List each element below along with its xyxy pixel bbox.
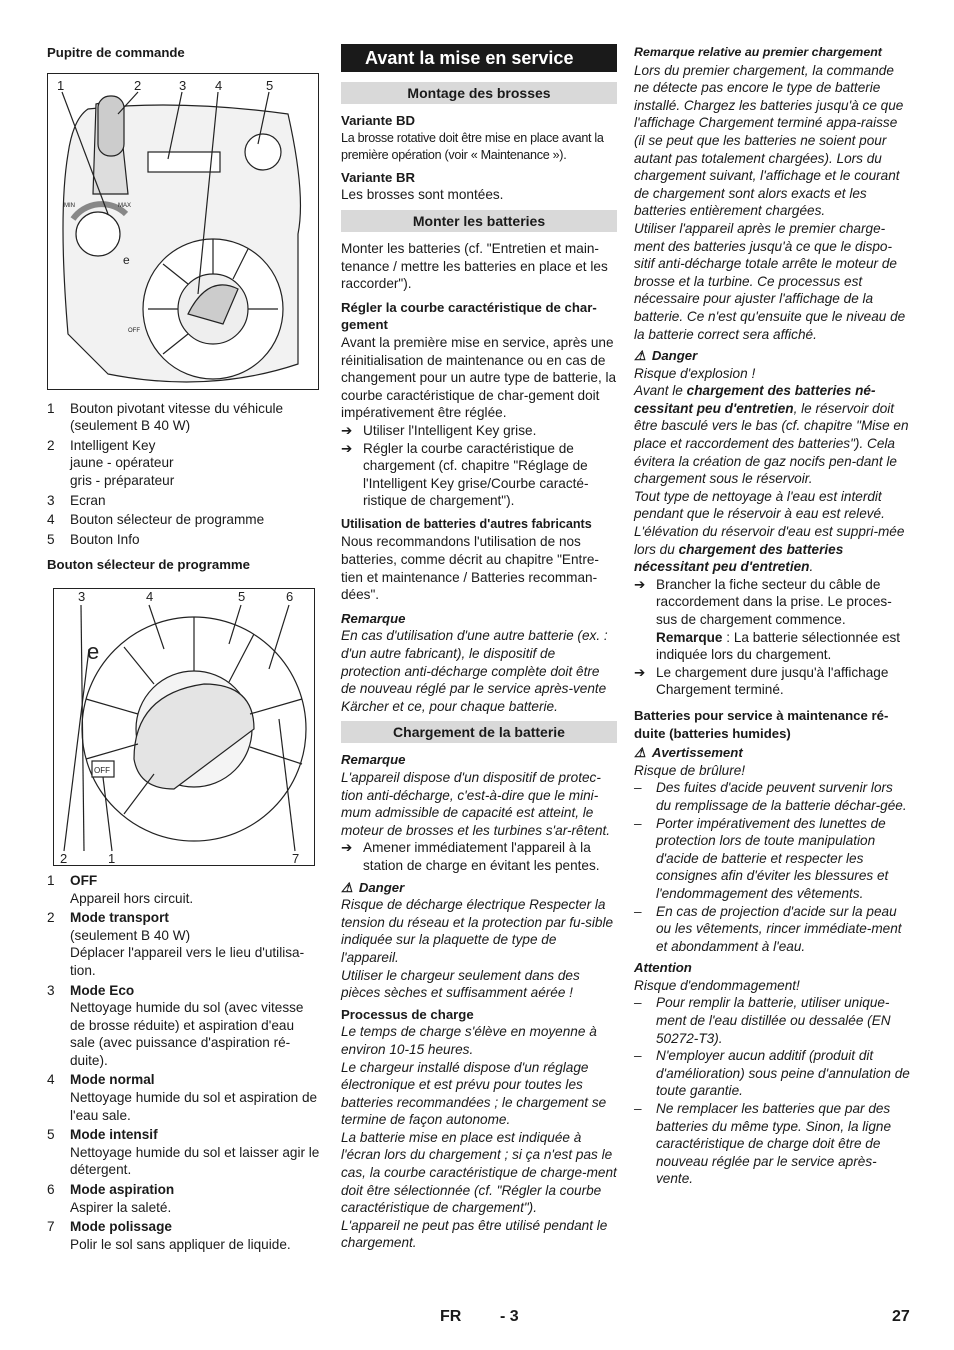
- mode-desc: Nettoyage humide du sol et aspiration de l'eau sale.: [70, 1090, 318, 1123]
- dial-min-label: MIN: [64, 202, 75, 209]
- fig2-label-5: 5: [238, 588, 246, 604]
- selector-title: Bouton sélecteur de programme: [47, 557, 250, 573]
- fig2-eco-label: e: [87, 638, 100, 664]
- pupitre-title: Pupitre de commande: [47, 45, 185, 60]
- premier-text: Lors du premier chargement, la commande ne détecte pas encore le type de batterie installé. Chargez les batteries jusqu'à ce que l'affichage Chargement terminé appa-raisse (il se peut que les batteries ne soient pour autant pas totalement chargées). Lors du chargement suivant, l'affichage et le courant de chargement sont alors exacts et les batteries entièrement chargées. Utiliser l'appareil après le premier charge-ment des batteries jusqu'à ce que le dispo-sitif anti-décharge totale arrête le moteur de brosse et la turbine. Ce processus est nécessaire pour ajuster l'affichage de la batterie. Ce n'est qu'ensuite que le niveau de la batterie correct sera affiché.: [634, 62, 906, 342]
- autres-text: Nous recommandons l'utilisation de nos batteries, comme décrit au chapitre "Entre-tien et maintenance / Batteries recomman-dées".: [341, 534, 599, 603]
- fig2-label-7: 7: [292, 850, 300, 865]
- danger2-line1: Risque d'explosion !: [634, 365, 756, 381]
- mode-desc: Appareil hors circuit.: [70, 890, 194, 906]
- step-item: ➔ Amener immédiatement l'appareil à la station de charge en évitant les pentes.: [341, 840, 600, 873]
- attention-title: Attention: [634, 960, 692, 976]
- mode-item: 5 Mode intensif Nettoyage humide du sol et laisser agir le détergent.: [47, 1126, 322, 1179]
- warning-icon: ⚠: [341, 879, 353, 895]
- fig2-label-6: 6: [286, 588, 294, 604]
- mode-item: 2 Mode transport (seulement B 40 W) Déplacer l'appareil vers le lieu d'utilisa-tion.: [47, 909, 322, 979]
- dial-eco-label: e: [123, 252, 130, 267]
- autres-title: Utilisation de batteries d'autres fabricants: [341, 516, 592, 531]
- remarque1-text: En cas d'utilisation d'une autre batterie (ex. : d'un autre fabricant), le dispositif de protection anti-décharge complète doit être de nouveau réglé par le service après-vente Kärcher et ce, pour chaque batterie.: [341, 628, 608, 714]
- dash-item: – Des fuites d'acide peuvent survenir lors du remplissage de la batterie déchar-gée.: [634, 780, 907, 813]
- column-left: [47, 44, 322, 1253]
- mode-desc: (seulement B 40 W) Déplacer l'appareil vers le lieu d'utilisa-tion.: [70, 927, 305, 978]
- mode-name: Mode intensif: [70, 1127, 158, 1143]
- fig1-label-4: 4: [215, 77, 223, 93]
- dial-max-label: MAX: [118, 202, 132, 209]
- fig2-label-4: 4: [146, 588, 154, 604]
- warning-icon: ⚠: [634, 745, 646, 761]
- danger1-text: Risque de décharge électrique Respecter la tension du réseau et la protection par fu-sible indiquée sur la plaquette de type de l'appareil. Utiliser le chargeur seulement dans des pièces sèches et suffisamment aérée !: [341, 897, 614, 1001]
- step-item: ➔ Utiliser l'Intelligent Key grise.: [341, 422, 537, 438]
- avertissement-title: ⚠ Avertissement: [634, 745, 743, 761]
- mode-name: Mode Eco: [70, 982, 135, 998]
- fig2-label-3: 3: [78, 588, 86, 604]
- step-item: ➔ Le chargement dure jusqu'à l'affichage Chargement terminé.: [634, 664, 889, 698]
- variante-br-title: Variante BR: [341, 169, 416, 185]
- premier-title: Remarque relative au premier chargement: [634, 45, 882, 59]
- legend-item: 1 Bouton pivotant vitesse du véhicule (seulement B 40 W): [47, 400, 284, 434]
- legend-item: 5 Bouton Info: [47, 531, 140, 547]
- mode-item: 1 OFF Appareil hors circuit.: [47, 872, 322, 907]
- dash-item: – Ne remplacer les batteries que par des batteries du même type. Sinon, la ligne caractéristique de charge doit être de nouveau réglée par le service après-vente.: [634, 1101, 892, 1187]
- dash-item: – En cas de projection d'acide sur la peau ou les vêtements, rincer immédiate-ment et abondamment à l'eau.: [634, 903, 902, 954]
- variante-br-text: Les brosses sont montées.: [341, 187, 504, 203]
- column-middle: [341, 44, 617, 1252]
- processus-title: Processus de charge: [341, 1006, 474, 1022]
- section-banner: Avant la mise en service: [341, 44, 617, 72]
- mode-name: Mode transport: [70, 910, 169, 926]
- fig1-label-3: 3: [179, 77, 187, 93]
- modes-list: [47, 872, 322, 1253]
- mode-item: 6 Mode aspiration Aspirer la saleté.: [47, 1181, 322, 1216]
- remarque2-text: L'appareil dispose d'un dispositif de protec-tion anti-décharge, c'est-à-dire que le mini-mum admissible de capacité est atteint, le moteur de brosses et les turbines s'ar-rêtent.: [341, 770, 611, 838]
- fig1-label-5: 5: [266, 77, 274, 93]
- variante-bd-title: Variante BD: [341, 113, 416, 128]
- mode-item: 3 Mode Eco Nettoyage humide du sol (avec vitesse de brosse réduite) et aspiration d'eau sale (avec puissance d'aspiration ré-duite).: [47, 982, 322, 1070]
- processus-text: Le temps de charge s'élève en moyenne à environ 10-15 heures. Le chargeur installé dispose d'un réglage électronique et est prévu pour toutes les batteries recommandées ; le chargement se termine de façon autonome. La batterie mise en place est indiquée à l'écran lors du chargement ; si ça n'est pas le cas, la courbe caractéristique de charge-ment doit être sélectionnée (cf. "Régler la courbe caractéristique de chargement"). L'appareil ne peut pas être utilisé pendant le chargement.: [341, 1024, 617, 1251]
- fig2-off-label: OFF: [94, 765, 110, 775]
- danger2-text: Avant le chargement des batteries né-cessitant peu d'entretien, le réservoir doit être basculé vers le bas (cf. chapitre "Mise en place et raccordement des batteries"). Cela évitera la création de gaz nocifs pen-dant le chargement sous le réservoir. Tout type de nettoyage à l'eau est interdit pendant que le réservoir à eau est relevé. L'élévation du réservoir d'eau est suppri-mée lors du chargement des batteries nécessitant peu d'entretien.: [634, 383, 909, 575]
- monter-text: Monter les batteries (cf. "Entretien et main-tenance / mettre les batteries en place et les raccorder").: [341, 240, 608, 292]
- control-panel-drawing: [48, 74, 318, 389]
- danger2-title: ⚠ Danger: [634, 348, 698, 364]
- mode-name: Mode normal: [70, 1072, 155, 1088]
- avertissement-line1: Risque de brûlure!: [634, 762, 746, 778]
- dash-item: – Pour remplir la batterie, utiliser unique-ment de l'eau distillée ou dessalée (EN 50272-T3).: [634, 995, 891, 1046]
- remarque2-title: Remarque: [341, 752, 406, 768]
- mode-desc: Nettoyage humide du sol (avec vitesse de brosse réduite) et aspiration d'eau sale (avec puissance d'aspiration ré-duite).: [70, 1000, 304, 1068]
- warning-icon: ⚠: [634, 348, 646, 364]
- variante-bd-text: La brosse rotative doit être mise en place avant la première opération (voir « Maintenance »).: [341, 130, 604, 163]
- footer-subpage: - 3: [500, 1308, 519, 1325]
- dial-off-label: OFF: [128, 327, 140, 334]
- regler-text: Avant la première mise en service, après une réinitialisation de maintenance ou en cas de changement pour un autre type de batterie, la courbe caractéristique de char-gement doit impérativement être réglée.: [341, 334, 617, 421]
- dash-item: – Porter impérativement des lunettes de protection lors de toute manipulation d'acide de batterie et respecter les consignes afin d'éviter les blessures et l'endommagement des vêtements.: [634, 815, 889, 901]
- subsection-montage: Montage des brosses: [341, 82, 617, 104]
- dash-item: – N'employer aucun additif (produit dit d'amélioration) sous peine d'annulation de toute garantie.: [634, 1048, 910, 1099]
- mode-desc: Polir le sol sans appliquer de liquide.: [70, 1236, 291, 1252]
- legend-item: 4 Bouton sélecteur de programme: [47, 512, 265, 528]
- subsection-batteries: Monter les batteries: [341, 210, 617, 232]
- control-panel-legend: [47, 400, 322, 549]
- fig2-label-1: 1: [108, 850, 116, 865]
- mode-desc: Nettoyage humide du sol et laisser agir le détergent.: [70, 1144, 320, 1178]
- fig1-label-2: 2: [134, 77, 142, 93]
- step-item: ➔ Brancher la fiche secteur du câble de raccordement dans la prise. Le proces-sus de chargement commence. Remarque : La batterie sélectionnée est indiquée lors du chargement.: [634, 576, 901, 663]
- mode-name: OFF: [70, 872, 98, 888]
- control-panel-figure: [47, 73, 319, 390]
- mode-desc: Aspirer la saleté.: [70, 1199, 172, 1215]
- subsection-chargement: Chargement de la batterie: [341, 721, 617, 743]
- danger1-title: ⚠ Danger: [341, 879, 405, 895]
- attention-line1: Risque d'endommagement!: [634, 977, 800, 993]
- fig1-label-1: 1: [57, 77, 65, 93]
- step-item: ➔ Régler la courbe caractéristique de chargement (cf. chapitre "Réglage de l'Intelligent Key grise/Courbe caracté-ristique de chargement").: [341, 440, 589, 509]
- footer-page-number: 27: [892, 1308, 910, 1325]
- remarque1-title: Remarque: [341, 610, 406, 626]
- mode-name: Mode polissage: [70, 1219, 172, 1235]
- footer-lang: FR: [440, 1308, 462, 1325]
- mode-item: 7 Mode polissage Polir le sol sans appliquer de liquide.: [47, 1218, 322, 1253]
- selector-drawing: [54, 589, 314, 865]
- mode-name: Mode aspiration: [70, 1182, 175, 1198]
- column-right: [634, 44, 910, 1188]
- selector-figure: [53, 588, 315, 866]
- legend-item: 2 Intelligent Key jaune - opérateur gris - préparateur: [47, 437, 175, 488]
- fig2-label-2: 2: [60, 850, 68, 865]
- mode-item: 4 Mode normal Nettoyage humide du sol et aspiration de l'eau sale.: [47, 1071, 322, 1124]
- legend-item: 3 Ecran: [47, 492, 106, 508]
- humides-title: Batteries pour service à maintenance ré-duite (batteries humides): [634, 707, 889, 741]
- regler-title: Régler la courbe caractéristique de char-gement: [341, 299, 597, 333]
